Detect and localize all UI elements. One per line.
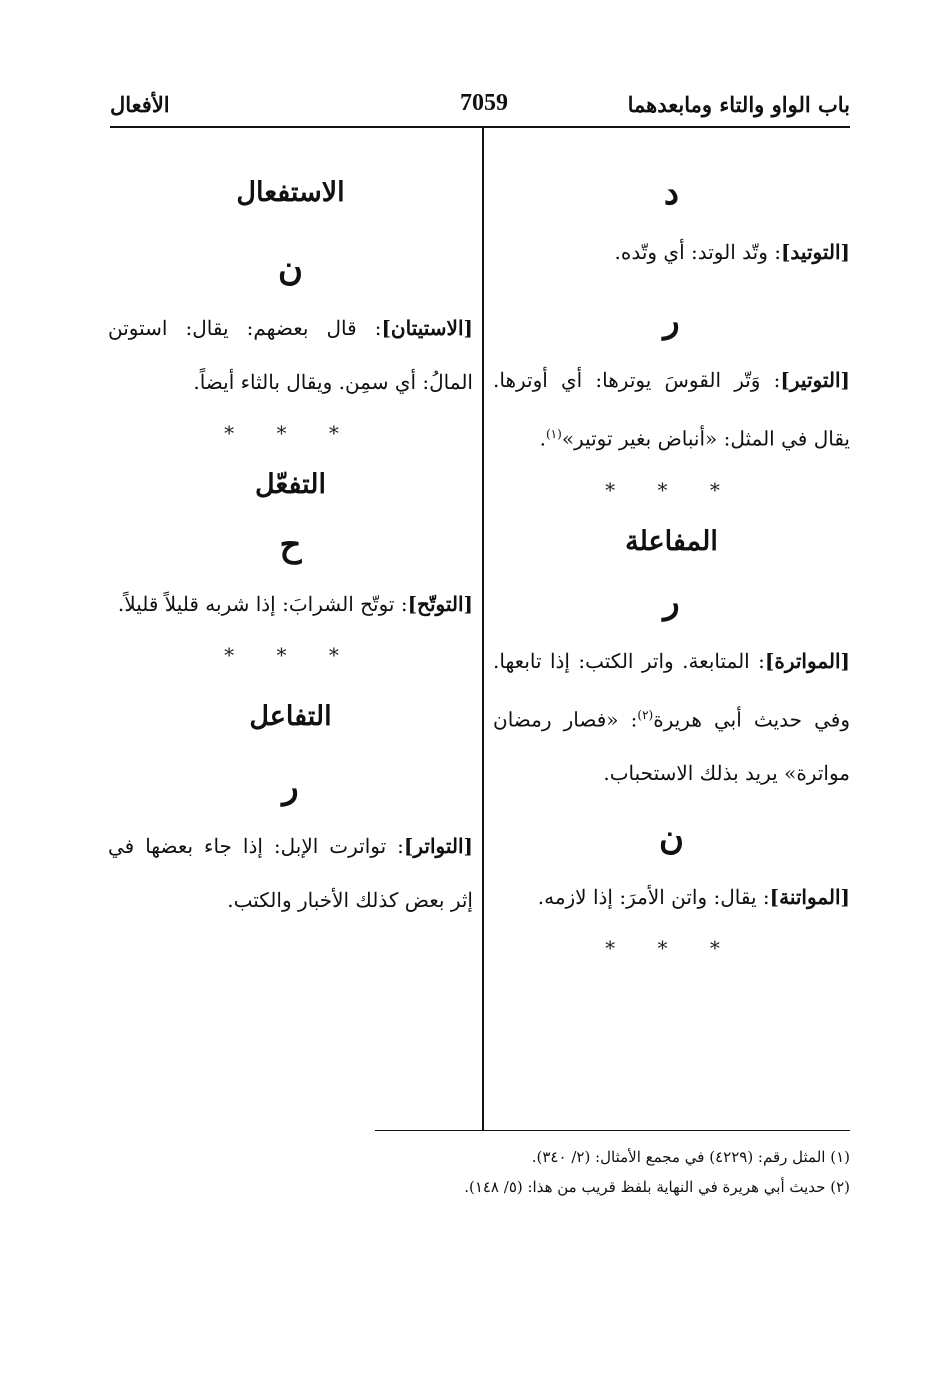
headword: [التواتر] [403,834,473,858]
section-separator: * * * [605,477,738,502]
headword: [الاستيتان] [381,316,473,340]
definition: : تواترت الإبل: إذا جاء بعضها في إثر بعض كذلك الأخبار والكتب. [108,834,473,912]
root-heading: ن [278,249,303,289]
chapter-title: باب الواو والتاء ومابعدهما [627,92,850,117]
right-column [493,165,850,972]
headword: [التوتّح] [407,592,473,616]
entry-muwatara: [المواترة]: المتابعة. واتر الكتب: إذا تابعها. وفي حديث أبي هريرة$^{(٢)}$: «فصار رمضان مواترة» يريد بذلك الاستحباب. [493,648,851,786]
footnote-ref[interactable]: (١) [545,427,562,441]
running-head [110,86,850,126]
header-rule [110,126,850,128]
entry-muwatana [493,870,850,924]
entry-tawattuh [108,577,473,631]
entry-istitan [108,301,473,409]
definition: : وَتّر القوسَ يوترها: أي أوترها. يقال في المثل: «أنباض بغير توتير» [493,368,850,451]
section-separator: * * * [224,421,357,445]
root-heading: ن [659,818,684,859]
footnote-ref[interactable]: (٢) [637,707,654,722]
form-heading: التفاعل [249,701,332,732]
root-heading: ر [663,301,680,341]
footnotes [300,1142,850,1202]
headword: [التوتيد] [780,240,850,264]
column-divider [482,128,484,1130]
section-separator: * * * [224,643,357,667]
section-title: الأفعال [110,92,170,117]
left-column [108,165,473,927]
footnote-rule [375,1130,850,1131]
definition: : يقال: واتن الأمرَ: إذا لازمه. [537,885,770,910]
form-heading: التفعّل [254,469,326,500]
entry-tawtid [493,225,850,279]
headword: [المواتنة] [769,885,850,910]
footnote-2: (٢) حديث أبي هريرة في النهاية بلفظ قريب من هذا: (٥/ ١٤٨). [464,1178,850,1196]
definition: : قال بعضهم: يقال: استوتن المالُ: أي سمِن. ويقال بالثاء أيضاً. [108,316,473,394]
headword: [المواترة] [764,648,850,673]
section-separator: * * * [605,936,738,961]
definition: : وتّد الوتد: أي وتّده. [614,240,781,264]
root-heading: ر [663,581,680,622]
definition: : المتابعة. واتر الكتب: إذا تابعها. وفي حديث أبي هريرة [493,648,851,732]
entry-tawatur [108,819,473,927]
root-heading: د [663,173,680,213]
root-heading: ح [279,525,302,565]
page-number: 7059 [460,90,508,116]
footnote-1: (١) المثل رقم: (٤٢٢٩) في مجمع الأمثال: (٢/ ٣٤٠). [531,1148,850,1166]
entry-tawtir: [التوتير]: وَتّر القوسَ يوترها: أي أوترها. يقال في المثل: «أنباض بغير توتير»$^{(١)}$. [493,368,850,451]
definition: : توتّح الشرابَ: إذا شربه قليلاً قليلاً. [117,592,408,616]
form-heading: المفاعلة [625,525,718,557]
headword: [التوتير] [780,368,850,392]
form-heading: الاستفعال [236,177,345,208]
root-heading: ر [282,767,299,807]
